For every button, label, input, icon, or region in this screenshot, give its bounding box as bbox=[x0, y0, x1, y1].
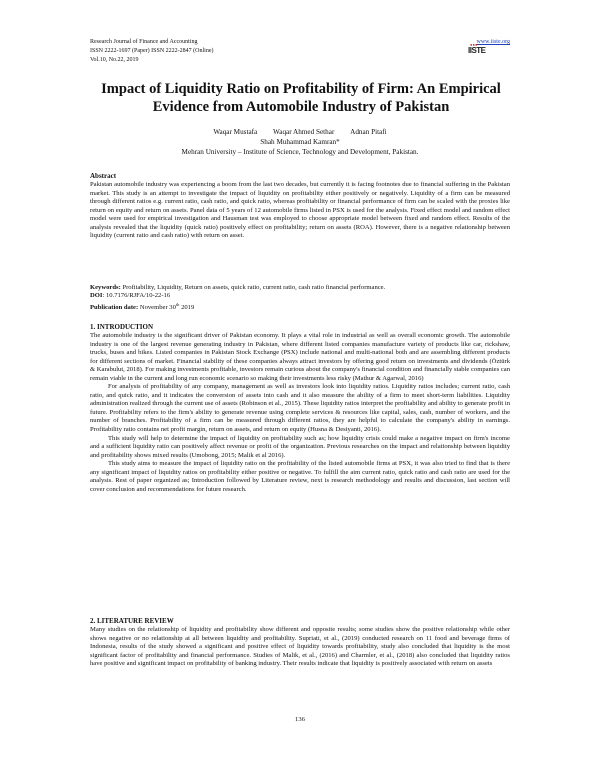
introduction-section bbox=[90, 323, 510, 494]
keywords-text: Profitability, Liquidity, Return on assets, quick ratio, current ratio, cash ratio financial performance. bbox=[122, 284, 386, 291]
abstract-section bbox=[90, 172, 510, 241]
journal-website-link[interactable]: www.iiste.org bbox=[476, 39, 510, 45]
intro-paragraph: For analysis of profitability of any company, management as well as investors look into liquidity ratios. Liquidity ratios includes; current ratio, cash ratio, and quick ratio, and it indicates the conversion of assets into cash and it also measure the ability of a firm to meet short-term liabilities. Liquidity administration realized through the current use of assets (Robinson et al., 2015). These liquidity ratios interpret the profitability and ability to generate profit in future. Profitability refers to the firm's ability to generate revenue using complete services & resources like capital, sales, cash, number of workers, and the number of branches. Profitability of a firm can be measured through different ratios, they are helpful to calculate the company's ability in earnings. Profitability ratio contains net profit margin, return on assets, and return on equity (Husna & Desiyanti, 2016). bbox=[90, 383, 510, 434]
publication-date-line bbox=[90, 301, 510, 313]
intro-paragraph: This study will help to determine the impact of liquidity on profitability such as; how liquidity crisis could make a negative impact on firm's income and a sufficient liquidity ratio can positively affect revenue or profit of the organization. Previous researches on the impact and relationship between liquidity and profitability shows mixed results (Umobong, 2015; Malik et al 2016). bbox=[90, 434, 510, 459]
logo-dots-icon: ● ● ● bbox=[470, 42, 477, 47]
abstract-text: Pakistan automobile industry was experiencing a boom from the last two decades, but currently it is facing footnotes due to financial suffering in the Pakistan market. This study is an attempt to investigate the impact of liquidity on profitability either positively or negatively. Liquidity of a firm can be measured through different ratios e.g. current ratio, cash ratio, and quick ratio, whereas profitability or financial performance of firm can be scaled with the proxies like return on equity and return on assets. Panel data of 5 years of 12 automobile firms listed in PSX is used for the analysis. Fixed effect model and random effect model were used for empirical investigation and Hausman test was employed to choose appropriate model between fixed and random effect. Results of the analysis revealed that the liquidity (quick ratio) positively effect on profitability; return on assets (ROA). However, there is a negative relationship between liquidity (current ratio and cash ratio) with return on asset. bbox=[90, 181, 510, 240]
paper-title: Impact of Liquidity Ratio on Profitability of Firm: An Empirical Evidence from Automobile Industry of Pakistan bbox=[101, 81, 501, 115]
intro-paragraph: The automobile industry is the significant driver of Pakistan economy. It plays a vital role in industrial as well as overall economic growth. The automobile industry is one of the largest revenue generating industry in Pakistan, where different listed companies manufacture variety of products like car, rickshaw, trucks, buses and bikes. Listed companies in Pakistan Stock Exchange (PSX) include national and multi-national both and are assembling different products for different sections of market. Financial stability of these companies always attract investors by offering good return on investments and dividends (Öztürk & Karabulut, 2018). For making investments profitable, investors remain curious about the company's financial condition and financially stable companies can remain viable in the current and long run economic scenario so making their investments less risky (Mathur & Agarwal, 2016) bbox=[90, 332, 510, 382]
publication-date-label: Publication date: bbox=[90, 304, 139, 311]
author-name: Adnan Pitafi bbox=[350, 128, 387, 136]
literature-review-heading: 2. LITERATURE REVIEW bbox=[90, 617, 174, 625]
intro-paragraph: This study aims to measure the impact of liquidity ratio on the profitability of the listed automobile firms at PSX, it was also tried to find that is there any significant impact of liquidity ratios on profitability either positive or negative. To fulfill the aim current ratio, quick ratio and cash ratio are used for the analysis. Rest of paper organized as; Introduction followed by Literature review, next is research methodology and results and discussion, last section will cover conclusion and recommendations for future research. bbox=[90, 460, 510, 493]
doi-value: : 10.7176/RJFA/10-22-16 bbox=[102, 292, 171, 300]
author-names bbox=[90, 128, 510, 138]
paper-metadata bbox=[90, 284, 510, 312]
journal-volume: Vol.10, No.22, 2019 bbox=[90, 57, 139, 63]
publication-year: 2019 bbox=[181, 304, 195, 311]
author-affiliation: Mehran University – Institute of Science, Technology and Development, Pakistan. bbox=[181, 148, 419, 156]
publication-date-suffix: th bbox=[175, 301, 180, 307]
literature-paragraph: Many studies on the relationship of liquidity and profitability show different and opposite results; some studies show the positive relationship while other shows negative or no relationship at all between liquidity and profitability. Supriati, et al., (2019) conducted research on 11 food and beverage firms of Indonesia, results of the study showed a significant and positive effect of liquidity towards profitability, study also concluded that liquidity is the most significant factor of profitability and financial performance. Studies of Malik, et al., (2016) and Charmler, et al., (2018) also concluded that liquidity ratios have positive and significant impact on profitability of banking industry. Their results indicate that liquidity is positively associated with return on assets bbox=[90, 626, 510, 668]
doi-line bbox=[90, 292, 510, 300]
keywords-label: Keywords: bbox=[90, 284, 121, 291]
journal-issn: ISSN 2222-1697 (Paper) ISSN 2222-2847 (Online) bbox=[90, 48, 214, 54]
page-number: 136 bbox=[295, 716, 305, 723]
author-name: Waqar Ahmed Sethar bbox=[273, 128, 335, 136]
author-name: Waqar Mustafa bbox=[213, 128, 258, 136]
doi-label: DOI bbox=[90, 292, 103, 300]
corresponding-author: Shah Muhammad Kamran* bbox=[260, 137, 340, 146]
logo-text: IISTE bbox=[468, 46, 486, 55]
introduction-heading: 1. INTRODUCTION bbox=[90, 323, 154, 331]
journal-name: Research Journal of Finance and Accounting bbox=[90, 39, 198, 45]
author-block bbox=[90, 128, 510, 158]
literature-review-section bbox=[90, 617, 510, 669]
iiste-logo bbox=[468, 42, 486, 58]
abstract-heading: Abstract bbox=[90, 172, 117, 180]
journal-header bbox=[90, 38, 510, 65]
keywords-line bbox=[90, 284, 510, 292]
publication-date-value: November 30 bbox=[139, 304, 176, 311]
